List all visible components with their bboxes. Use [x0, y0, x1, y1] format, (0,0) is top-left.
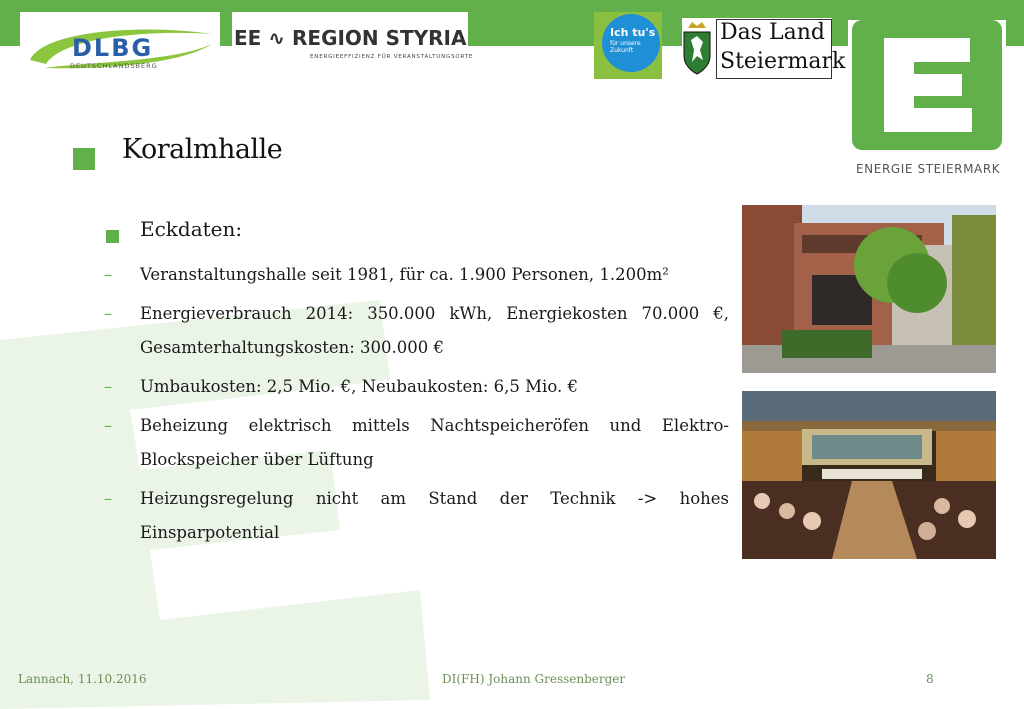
dash-bullet: – [104, 265, 113, 284]
section-heading: Eckdaten: [140, 217, 243, 241]
footer-date: Lannach, 11.10.2016 [18, 672, 147, 686]
steiermark-crest-icon [682, 20, 712, 76]
land-line1: Das Land [720, 20, 826, 45]
land-steiermark-logo [682, 18, 846, 80]
list-item-text: Veranstaltungshalle seit 1981, für ca. 1.900 Personen, 1.200m² [140, 265, 669, 284]
dash-bullet: – [104, 489, 113, 508]
letter-e-icon [852, 20, 1002, 150]
title-bullet-square [73, 148, 95, 170]
dash-bullet: – [104, 377, 113, 396]
list-item [104, 258, 729, 292]
dash-bullet: – [104, 304, 113, 323]
list-item [104, 409, 729, 477]
ee-region-wordmark: EE ∿ REGION STYRIA [234, 26, 467, 50]
list-item-text: Beheizung elektrisch mittels Nachtspeicheröfen und Elektro-Blockspeicher über Lüftung [140, 416, 729, 469]
list-item [104, 370, 729, 404]
dlbg-subtitle: DEUTSCHLANDSBERG [70, 62, 158, 70]
list-item [104, 297, 729, 365]
land-wordmark [720, 18, 845, 76]
land-line2: Steiermark [720, 49, 846, 74]
ich-tus-line1: Ich tu's [610, 26, 656, 39]
event-hall-photo [742, 391, 996, 559]
dash-bullet: – [104, 416, 113, 435]
slide-title: Koralmhalle [122, 134, 283, 165]
ich-tus-logo [594, 12, 662, 79]
bullet-list [104, 258, 729, 555]
list-item [104, 482, 729, 550]
ee-region-subtitle: ENERGIEEFFIZIENZ FÜR VERANSTALTUNGSORTE [310, 54, 474, 60]
ee-region-styria-logo [232, 12, 474, 62]
dlbg-logo [20, 12, 220, 74]
footer-author: DI(FH) Johann Gressenberger [442, 672, 626, 686]
energie-e-square [852, 20, 1002, 150]
section-bullet-square [106, 230, 119, 243]
list-item-text: Energieverbrauch 2014: 350.000 kWh, Energiekosten 70.000 €, Gesamterhaltungskosten: 300.000 € [140, 304, 729, 357]
list-item-text: Umbaukosten: 2,5 Mio. €, Neubaukosten: 6,5 Mio. € [140, 377, 578, 396]
list-item-text: Heizungsregelung nicht am Stand der Technik -> hohes Einsparpotential [140, 489, 729, 542]
dlbg-wordmark: DLBG [72, 34, 154, 62]
building-exterior-photo [742, 205, 996, 373]
energie-steiermark-label: ENERGIE STEIERMARK [856, 162, 1001, 176]
ich-tus-line2: für unsere Zukunft [610, 40, 641, 54]
energie-steiermark-logo [848, 20, 1006, 180]
footer-page-number: 8 [926, 672, 934, 686]
